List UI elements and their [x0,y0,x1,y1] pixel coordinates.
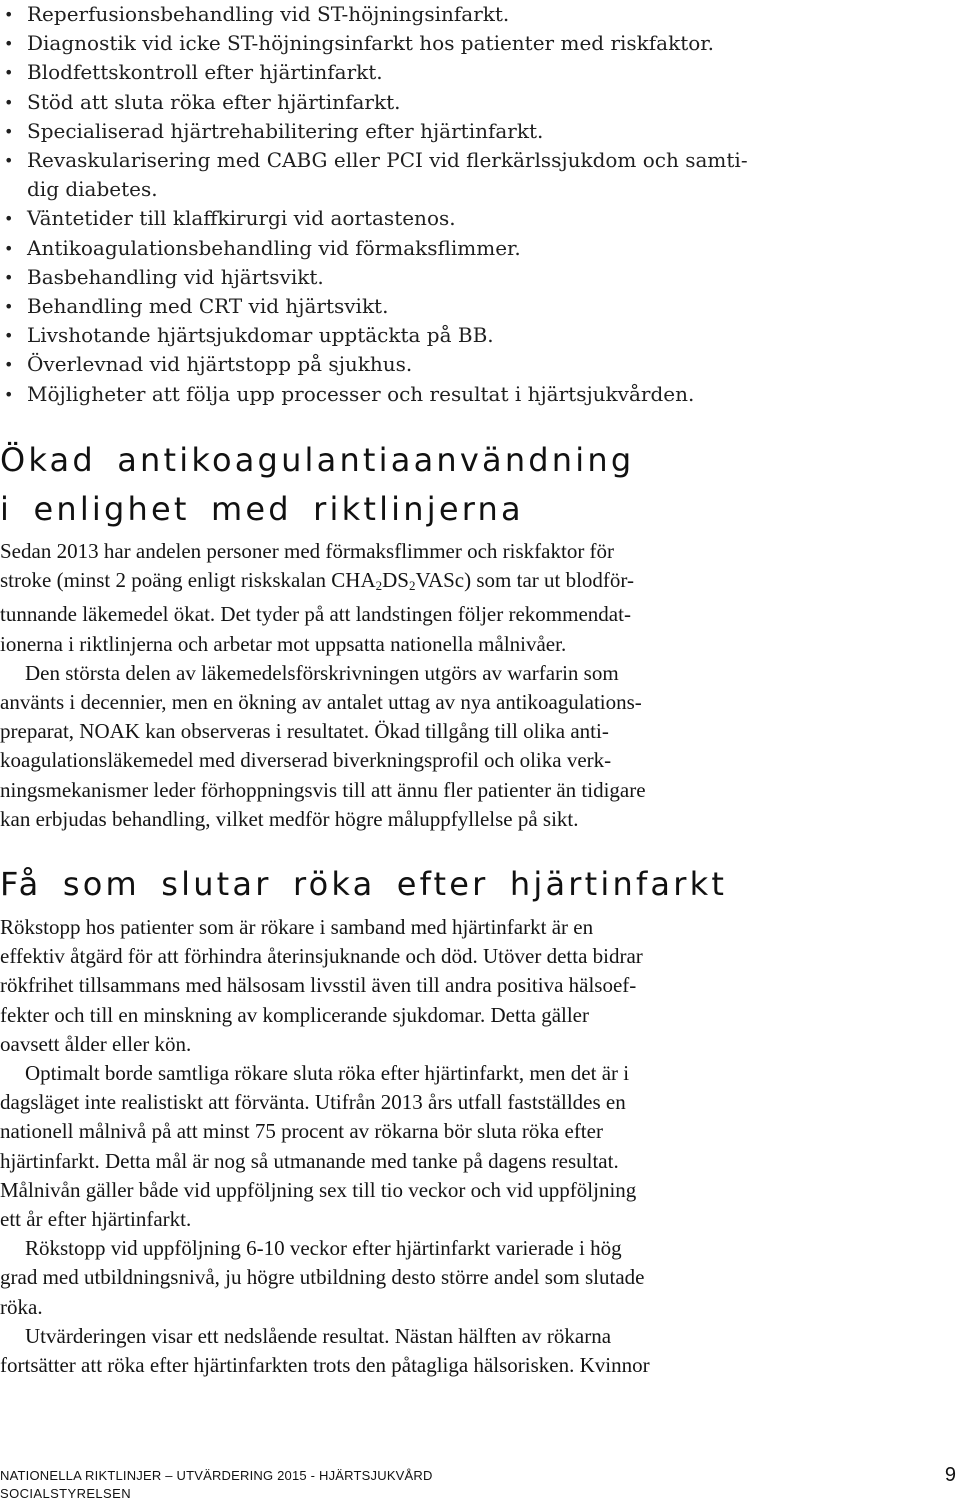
section-body-smoking [0,913,960,1380]
paragraph: Rökstopp hos patienter som är rökare i samband med hjärtinfarkt är en effektiv åtgärd för att förhindra återinsjuknande och död. Utöver detta bidrar rökfrihet tillsammans med hälsosam livsstil även till andra positiva hälsoef- fekter och till en minskning av komplicerande sjukdomar. Detta gäller oavsett ålder eller kön. [0,915,643,1056]
list-item: • Diagnostik vid icke ST-höjningsinfarkt hos patienter med riskfaktor. [0,29,960,58]
indicator-bullet-list [0,0,960,409]
bullet-icon: • [4,5,14,24]
bullet-icon: • [4,297,14,317]
footer-report-title: NATIONELLA RIKTLINJER – UTVÄRDERING 2015 - HJÄRTSJUKVÅRD [0,1468,433,1483]
bullet-icon: • [4,238,14,258]
list-item: • Blodfettskontroll efter hjärtinfarkt. [0,58,960,87]
list-item: • Överlevnad vid hjärtstopp på sjukhus. [0,350,960,379]
section-heading-smoking: Få som slutar röka efter hjärtinfarkt [0,865,728,903]
list-item: • Revaskularisering med CABG eller PCI vid flerkärlssjukdom och samti- dig diabetes. [4,148,748,202]
footer-publisher: SOCIALSTYRELSEN [0,1486,131,1501]
paragraph: Den största delen av läkemedelsförskrivningen utgörs av warfarin som använts i decennier, men en ökning av antalet uttag av nya antikoagulations- preparat, NOAK kan observeras i resultatet. Ökad tillgång till olika anti- koagulationsläkemedel med diverserad biverkningsprofil och olika verk- ningsmekanismer leder förhoppningsvis till att ännu fler patienter än tidigare kan erbjudas behandling, vilket medför högre måluppfyllelse på sikt. [0,660,646,831]
section-heading-anticoagulation-line1: Ökad antikoagulantiaanvändning [0,441,635,479]
bullet-icon: • [4,267,14,287]
list-item: • Reperfusionsbehandling vid ST-höjningsinfarkt. [0,0,960,29]
list-item: • Väntetider till klaffkirurgi vid aortastenos. [0,204,960,233]
page-number: 9 [944,1464,956,1486]
bullet-icon: • [4,92,14,112]
list-item: • Behandling med CRT vid hjärtsvikt. [0,292,960,321]
section-heading-anticoagulation-line2: i enlighet med riktlinjerna [0,490,524,528]
list-item: • Antikoagulationsbehandling vid förmaksflimmer. [0,234,960,263]
bullet-icon: • [4,63,14,83]
bullet-icon: • [4,326,14,346]
bullet-icon: • [4,209,14,229]
paragraph: Rökstopp vid uppföljning 6-10 veckor efter hjärtinfarkt varierade i hög grad med utbildningsnivå, ju högre utbildning desto större andel som slutade röka. [0,1236,645,1319]
paragraph: Utvärderingen visar ett nedslående resultat. Nästan hälften av rökarna fortsätter att röka efter hjärtinfarkten trots den påtagliga hälsorisken. Kvinnor [0,1323,650,1378]
list-item: • Livshotande hjärtsjukdomar upptäckta på BB. [0,321,960,350]
bullet-icon: • [4,34,14,54]
paragraph: Optimalt borde samtliga rökare sluta röka efter hjärtinfarkt, men det är i dagsläget inte realistiskt att förvänta. Utifrån 2013 års utfall fastställdes en nationell målnivå på att minst 75 procent av rökarna bör sluta röka efter hjärtinfarkt. Detta mål är nog så utmanande med tanke på dagens resultat. Målnivån gäller både vid uppföljning sex till tio veckor och vid uppföljning ett år efter hjärtinfarkt. [0,1061,637,1232]
bullet-icon: • [4,121,14,141]
paragraph: Sedan 2013 har andelen personer med förmaksflimmer och riskfaktor för stroke (minst 2 poäng enligt riskskalan $CHA_2DS_2VASc$) som tar ut blodför- tunnande läkemedel ökat. Det tyder på att landstingen följer rekommendat- ionerna i riktlinjerna och arbetar mot uppsatta nationella målnivåer. [0,539,634,656]
list-item: • Stöd att sluta röka efter hjärtinfarkt. [0,88,960,117]
bullet-icon: • [4,355,14,375]
bullet-icon: • [4,151,14,171]
list-item: • Möjligheter att följa upp processer och resultat i hjärtsjukvården. [0,380,960,409]
section-body-anticoagulation [0,537,960,834]
list-item: • Basbehandling vid hjärtsvikt. [0,263,960,292]
bullet-icon: • [4,384,14,404]
list-item: • Specialiserad hjärtrehabilitering efter hjärtinfarkt. [0,117,960,146]
